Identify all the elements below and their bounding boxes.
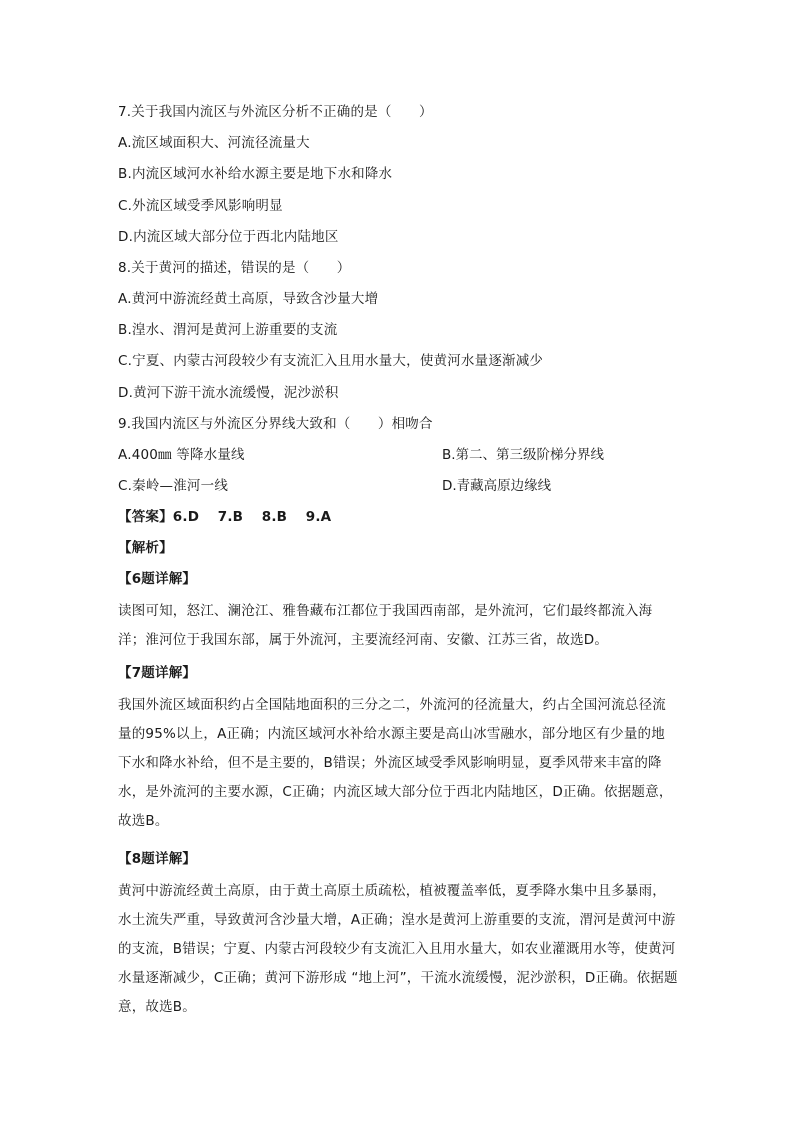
question-7-stem: 7.关于我国内流区与外流区分析不正确的是（ ）	[118, 104, 433, 120]
question-9-option-c: C.秦岭—淮河一线	[118, 478, 229, 494]
question-8-option-b: B.湟水、渭河是黄河上游重要的支流	[118, 322, 338, 338]
question-9-stem: 9.我国内流区与外流区分界线大致和（ ）相吻合	[118, 416, 433, 432]
detail-6-heading: 【6题详解】	[118, 571, 197, 587]
question-9-option-d: D.青藏高原边缘线	[442, 478, 552, 494]
analysis-heading: 【解析】	[118, 540, 173, 556]
detail-8-heading: 【8题详解】	[118, 851, 197, 867]
detail-8-text: 黄河中游流经黄土高原，由于黄土高原土质疏松，植被覆盖率低，夏季降水集中且多暴雨，水土流失严重，导致黄河含沙量大增，A正确；湟水是黄河上游重要的支流，渭河是黄河中游的支流，B错误；宁夏、内蒙古河段较少有支流汇入且用水量大，如农业灌溉用水等，使黄河水量逐渐减少，C正确；黄河下游形成 “地上河”，干流水流缓慢，泥沙淤积，D正确。依据题意，故选B。	[118, 883, 678, 1015]
question-9-option-b: B.第二、第三级阶梯分界线	[442, 447, 605, 463]
question-8-option-d: D.黄河下游干流水流缓慢，泥沙淤积	[118, 385, 339, 401]
question-7-option-c: C.外流区域受季风影响明显	[118, 198, 283, 214]
question-9-option-a: A.400㎜ 等降水量线	[118, 447, 245, 463]
question-7-option-b: B.内流区域河水补给水源主要是地下水和降水	[118, 166, 393, 182]
detail-7-heading: 【7题详解】	[118, 665, 197, 681]
question-7-option-a: A.流区域面积大、河流径流量大	[118, 135, 310, 151]
question-8-stem: 8.关于黄河的描述，错误的是（ ）	[118, 260, 351, 276]
question-8-option-a: A.黄河中游流经黄土高原，导致含沙量大增	[118, 291, 379, 307]
answer-line: 【答案】6.D 7.B 8.B 9.A	[118, 509, 332, 525]
question-7-option-d: D.内流区域大部分位于西北内陆地区	[118, 229, 339, 245]
question-8-option-c: C.宁夏、内蒙古河段较少有支流汇入且用水量大，使黄河水量逐渐减少	[118, 353, 544, 369]
detail-7-text: 我国外流区域面积约占全国陆地面积的三分之二，外流河的径流量大，约占全国河流总径流量的95%以上，A正确；内流区域河水补给水源主要是高山冰雪融水，部分地区有少量的地下水和降水补给，但不是主要的，B错误；外流区域受季风影响明显，夏季风带来丰富的降水，是外流河的主要水源，C正确；内流区域大部分位于西北内陆地区，D正确。依据题意，故选B。	[118, 697, 673, 829]
detail-6-text: 读图可知，怒江、澜沧江、雅鲁藏布江都位于我国西南部，是外流河，它们最终都流入海洋；淮河位于我国东部，属于外流河，主要流经河南、安徽、江苏三省，故选D。	[118, 603, 653, 648]
